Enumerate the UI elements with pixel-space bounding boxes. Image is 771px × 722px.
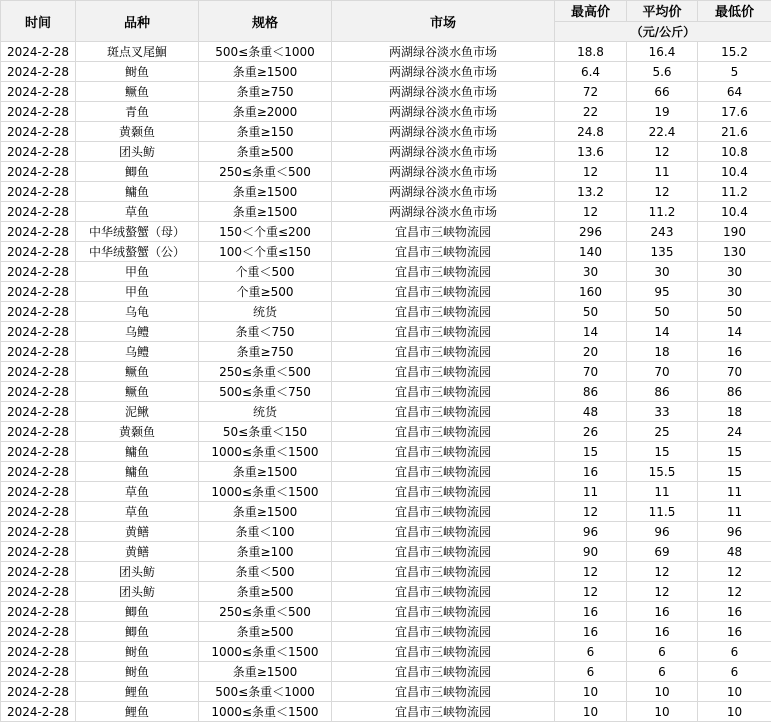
cell-spec: 250≤条重＜500 [199,162,332,182]
cell-spec: 条重≥1500 [199,462,332,482]
cell-variety: 鲥鱼 [76,662,199,682]
cell-market: 宜昌市三峡物流园 [332,262,555,282]
cell-min-price: 10.4 [698,162,771,182]
cell-max-price: 10 [555,682,627,702]
table-row [1,362,771,382]
cell-max-price: 18.8 [555,42,627,62]
cell-avg-price: 70 [627,362,698,382]
table-row [1,542,771,562]
table-row [1,42,771,62]
cell-time: 2024-2-28 [1,182,76,202]
table-row [1,562,771,582]
cell-max-price: 6 [555,642,627,662]
cell-spec: 条重≥750 [199,342,332,362]
cell-time: 2024-2-28 [1,382,76,402]
cell-min-price: 11.2 [698,182,771,202]
cell-min-price: 15 [698,442,771,462]
cell-spec: 个重＜500 [199,262,332,282]
cell-avg-price: 14 [627,322,698,342]
header-avg-price: 平均价 [627,1,698,22]
table-body [1,42,771,722]
cell-min-price: 16 [698,622,771,642]
table-row [1,382,771,402]
cell-time: 2024-2-28 [1,682,76,702]
cell-spec: 条重＜750 [199,322,332,342]
cell-avg-price: 12 [627,582,698,602]
table-row [1,62,771,82]
cell-avg-price: 16 [627,622,698,642]
cell-time: 2024-2-28 [1,322,76,342]
cell-spec: 500≤条重＜750 [199,382,332,402]
table-row [1,262,771,282]
cell-time: 2024-2-28 [1,562,76,582]
cell-min-price: 17.6 [698,102,771,122]
cell-time: 2024-2-28 [1,62,76,82]
cell-min-price: 21.6 [698,122,771,142]
cell-avg-price: 25 [627,422,698,442]
cell-time: 2024-2-28 [1,102,76,122]
cell-min-price: 6 [698,642,771,662]
cell-variety: 鳜鱼 [76,362,199,382]
cell-avg-price: 11.2 [627,202,698,222]
cell-spec: 150＜个重≤200 [199,222,332,242]
cell-market: 两湖绿谷淡水鱼市场 [332,142,555,162]
cell-max-price: 26 [555,422,627,442]
table-row [1,662,771,682]
cell-market: 宜昌市三峡物流园 [332,322,555,342]
table-row [1,182,771,202]
table-row [1,642,771,662]
cell-avg-price: 69 [627,542,698,562]
cell-max-price: 12 [555,502,627,522]
cell-time: 2024-2-28 [1,422,76,442]
cell-avg-price: 10 [627,702,698,722]
cell-variety: 鲫鱼 [76,602,199,622]
cell-market: 宜昌市三峡物流园 [332,502,555,522]
cell-min-price: 130 [698,242,771,262]
cell-market: 宜昌市三峡物流园 [332,302,555,322]
cell-max-price: 13.6 [555,142,627,162]
table-row [1,102,771,122]
cell-avg-price: 11 [627,162,698,182]
header-max-price: 最高价 [555,1,627,22]
table-row [1,682,771,702]
cell-variety: 黄颡鱼 [76,122,199,142]
cell-min-price: 14 [698,322,771,342]
cell-min-price: 10 [698,682,771,702]
cell-avg-price: 22.4 [627,122,698,142]
cell-time: 2024-2-28 [1,162,76,182]
cell-spec: 条重≥1500 [199,202,332,222]
cell-max-price: 72 [555,82,627,102]
cell-spec: 100＜个重≤150 [199,242,332,262]
cell-market: 宜昌市三峡物流园 [332,662,555,682]
table-row [1,402,771,422]
cell-spec: 1000≤条重＜1500 [199,702,332,722]
cell-avg-price: 15.5 [627,462,698,482]
cell-spec: 1000≤条重＜1500 [199,442,332,462]
cell-spec: 条重≥1500 [199,182,332,202]
cell-time: 2024-2-28 [1,262,76,282]
table-row [1,602,771,622]
cell-max-price: 6 [555,662,627,682]
cell-market: 宜昌市三峡物流园 [332,682,555,702]
cell-market: 宜昌市三峡物流园 [332,542,555,562]
cell-avg-price: 11.5 [627,502,698,522]
cell-variety: 草鱼 [76,482,199,502]
table-row [1,122,771,142]
cell-min-price: 6 [698,662,771,682]
cell-market: 宜昌市三峡物流园 [332,222,555,242]
table-row [1,322,771,342]
cell-spec: 条重≥500 [199,622,332,642]
table-row [1,222,771,242]
cell-time: 2024-2-28 [1,442,76,462]
cell-min-price: 190 [698,222,771,242]
cell-min-price: 48 [698,542,771,562]
cell-min-price: 12 [698,582,771,602]
cell-market: 宜昌市三峡物流园 [332,482,555,502]
cell-variety: 乌鳢 [76,342,199,362]
cell-avg-price: 66 [627,82,698,102]
cell-variety: 鲥鱼 [76,642,199,662]
cell-time: 2024-2-28 [1,202,76,222]
table-row [1,522,771,542]
table-row [1,502,771,522]
cell-variety: 鲫鱼 [76,162,199,182]
cell-max-price: 50 [555,302,627,322]
cell-variety: 中华绒螯蟹（公） [76,242,199,262]
cell-spec: 条重≥1500 [199,662,332,682]
cell-time: 2024-2-28 [1,602,76,622]
cell-spec: 统货 [199,302,332,322]
cell-time: 2024-2-28 [1,642,76,662]
cell-spec: 统货 [199,402,332,422]
cell-spec: 500≤条重＜1000 [199,682,332,702]
table-row [1,422,771,442]
cell-min-price: 64 [698,82,771,102]
cell-avg-price: 6 [627,662,698,682]
cell-variety: 草鱼 [76,202,199,222]
cell-avg-price: 12 [627,182,698,202]
cell-market: 宜昌市三峡物流园 [332,582,555,602]
cell-avg-price: 18 [627,342,698,362]
cell-market: 宜昌市三峡物流园 [332,442,555,462]
cell-market: 宜昌市三峡物流园 [332,642,555,662]
cell-market: 宜昌市三峡物流园 [332,362,555,382]
cell-avg-price: 95 [627,282,698,302]
cell-spec: 条重≥750 [199,82,332,102]
cell-spec: 1000≤条重＜1500 [199,642,332,662]
cell-spec: 个重≥500 [199,282,332,302]
cell-time: 2024-2-28 [1,622,76,642]
cell-max-price: 16 [555,462,627,482]
cell-variety: 鳙鱼 [76,182,199,202]
cell-time: 2024-2-28 [1,42,76,62]
cell-spec: 条重≥1500 [199,502,332,522]
cell-variety: 青鱼 [76,102,199,122]
cell-min-price: 15.2 [698,42,771,62]
cell-variety: 斑点叉尾鮰 [76,42,199,62]
cell-market: 宜昌市三峡物流园 [332,602,555,622]
cell-max-price: 48 [555,402,627,422]
cell-time: 2024-2-28 [1,362,76,382]
cell-variety: 黄鳝 [76,542,199,562]
cell-variety: 乌鳢 [76,322,199,342]
cell-time: 2024-2-28 [1,502,76,522]
cell-avg-price: 16 [627,602,698,622]
cell-min-price: 15 [698,462,771,482]
table-row [1,702,771,722]
cell-variety: 鲫鱼 [76,622,199,642]
cell-spec: 50≤条重＜150 [199,422,332,442]
cell-spec: 250≤条重＜500 [199,602,332,622]
cell-variety: 鳜鱼 [76,82,199,102]
cell-variety: 团头鲂 [76,582,199,602]
cell-avg-price: 12 [627,142,698,162]
cell-time: 2024-2-28 [1,82,76,102]
cell-avg-price: 86 [627,382,698,402]
cell-variety: 黄鳝 [76,522,199,542]
cell-max-price: 96 [555,522,627,542]
cell-time: 2024-2-28 [1,482,76,502]
cell-market: 宜昌市三峡物流园 [332,522,555,542]
cell-market: 宜昌市三峡物流园 [332,282,555,302]
header-market: 市场 [332,1,555,42]
cell-min-price: 86 [698,382,771,402]
cell-market: 宜昌市三峡物流园 [332,562,555,582]
cell-max-price: 24.8 [555,122,627,142]
cell-avg-price: 6 [627,642,698,662]
cell-max-price: 12 [555,202,627,222]
cell-variety: 团头鲂 [76,562,199,582]
cell-time: 2024-2-28 [1,222,76,242]
cell-max-price: 10 [555,702,627,722]
cell-avg-price: 15 [627,442,698,462]
cell-max-price: 16 [555,622,627,642]
cell-avg-price: 19 [627,102,698,122]
cell-variety: 黄颡鱼 [76,422,199,442]
cell-avg-price: 11 [627,482,698,502]
cell-market: 宜昌市三峡物流园 [332,702,555,722]
cell-max-price: 14 [555,322,627,342]
header-spec: 规格 [199,1,332,42]
cell-variety: 泥鳅 [76,402,199,422]
cell-min-price: 50 [698,302,771,322]
cell-spec: 条重≥150 [199,122,332,142]
table-row [1,282,771,302]
cell-max-price: 15 [555,442,627,462]
cell-time: 2024-2-28 [1,282,76,302]
cell-spec: 条重≥2000 [199,102,332,122]
cell-market: 宜昌市三峡物流园 [332,242,555,262]
cell-time: 2024-2-28 [1,402,76,422]
cell-time: 2024-2-28 [1,242,76,262]
table-header [1,1,771,42]
cell-variety: 甲鱼 [76,282,199,302]
cell-market: 宜昌市三峡物流园 [332,382,555,402]
cell-avg-price: 135 [627,242,698,262]
table-row [1,142,771,162]
cell-spec: 条重≥500 [199,142,332,162]
table-row [1,482,771,502]
cell-variety: 鲤鱼 [76,702,199,722]
cell-min-price: 30 [698,282,771,302]
cell-min-price: 5 [698,62,771,82]
header-time: 时间 [1,1,76,42]
cell-min-price: 12 [698,562,771,582]
cell-time: 2024-2-28 [1,582,76,602]
cell-time: 2024-2-28 [1,462,76,482]
cell-spec: 条重≥1500 [199,62,332,82]
cell-min-price: 18 [698,402,771,422]
cell-market: 两湖绿谷淡水鱼市场 [332,162,555,182]
cell-time: 2024-2-28 [1,342,76,362]
cell-variety: 鲤鱼 [76,682,199,702]
table-row [1,342,771,362]
cell-market: 两湖绿谷淡水鱼市场 [332,102,555,122]
table-row [1,442,771,462]
cell-avg-price: 30 [627,262,698,282]
cell-max-price: 12 [555,562,627,582]
cell-min-price: 70 [698,362,771,382]
cell-spec: 500≤条重＜1000 [199,42,332,62]
cell-max-price: 296 [555,222,627,242]
table-row [1,302,771,322]
cell-min-price: 24 [698,422,771,442]
table-row [1,162,771,182]
cell-variety: 团头鲂 [76,142,199,162]
cell-max-price: 30 [555,262,627,282]
cell-avg-price: 16.4 [627,42,698,62]
table-row [1,462,771,482]
cell-time: 2024-2-28 [1,542,76,562]
cell-time: 2024-2-28 [1,702,76,722]
table-row [1,202,771,222]
cell-min-price: 16 [698,602,771,622]
cell-spec: 1000≤条重＜1500 [199,482,332,502]
header-unit: （元/公斤） [555,21,771,42]
cell-spec: 条重＜500 [199,562,332,582]
cell-market: 宜昌市三峡物流园 [332,402,555,422]
cell-max-price: 140 [555,242,627,262]
cell-variety: 甲鱼 [76,262,199,282]
cell-market: 宜昌市三峡物流园 [332,342,555,362]
cell-max-price: 12 [555,582,627,602]
cell-variety: 鳙鱼 [76,442,199,462]
cell-avg-price: 33 [627,402,698,422]
cell-variety: 鲥鱼 [76,62,199,82]
cell-avg-price: 96 [627,522,698,542]
cell-spec: 条重≥100 [199,542,332,562]
header-min-price: 最低价 [698,1,771,22]
cell-variety: 鳜鱼 [76,382,199,402]
cell-max-price: 20 [555,342,627,362]
cell-min-price: 96 [698,522,771,542]
table-row [1,622,771,642]
cell-max-price: 11 [555,482,627,502]
cell-max-price: 70 [555,362,627,382]
cell-market: 两湖绿谷淡水鱼市场 [332,182,555,202]
cell-variety: 乌龟 [76,302,199,322]
header-row [1,1,771,22]
cell-market: 两湖绿谷淡水鱼市场 [332,122,555,142]
cell-avg-price: 5.6 [627,62,698,82]
cell-min-price: 10 [698,702,771,722]
cell-max-price: 22 [555,102,627,122]
cell-time: 2024-2-28 [1,662,76,682]
cell-max-price: 6.4 [555,62,627,82]
cell-max-price: 90 [555,542,627,562]
cell-min-price: 10.8 [698,142,771,162]
cell-max-price: 12 [555,162,627,182]
cell-variety: 鳙鱼 [76,462,199,482]
cell-market: 两湖绿谷淡水鱼市场 [332,42,555,62]
cell-market: 两湖绿谷淡水鱼市场 [332,62,555,82]
cell-avg-price: 243 [627,222,698,242]
cell-min-price: 11 [698,502,771,522]
cell-spec: 条重＜100 [199,522,332,542]
cell-avg-price: 12 [627,562,698,582]
cell-time: 2024-2-28 [1,142,76,162]
cell-max-price: 86 [555,382,627,402]
cell-time: 2024-2-28 [1,122,76,142]
cell-max-price: 160 [555,282,627,302]
header-variety: 品种 [76,1,199,42]
cell-spec: 条重≥500 [199,582,332,602]
cell-market: 宜昌市三峡物流园 [332,622,555,642]
cell-time: 2024-2-28 [1,302,76,322]
cell-avg-price: 10 [627,682,698,702]
cell-market: 两湖绿谷淡水鱼市场 [332,202,555,222]
cell-variety: 中华绒螯蟹（母） [76,222,199,242]
cell-max-price: 16 [555,602,627,622]
cell-min-price: 16 [698,342,771,362]
cell-min-price: 30 [698,262,771,282]
cell-max-price: 13.2 [555,182,627,202]
cell-market: 宜昌市三峡物流园 [332,422,555,442]
cell-market: 宜昌市三峡物流园 [332,462,555,482]
cell-variety: 草鱼 [76,502,199,522]
cell-min-price: 10.4 [698,202,771,222]
cell-min-price: 11 [698,482,771,502]
table-row [1,242,771,262]
cell-time: 2024-2-28 [1,522,76,542]
cell-avg-price: 50 [627,302,698,322]
cell-spec: 250≤条重＜500 [199,362,332,382]
table-row [1,82,771,102]
cell-market: 两湖绿谷淡水鱼市场 [332,82,555,102]
table-row [1,582,771,602]
